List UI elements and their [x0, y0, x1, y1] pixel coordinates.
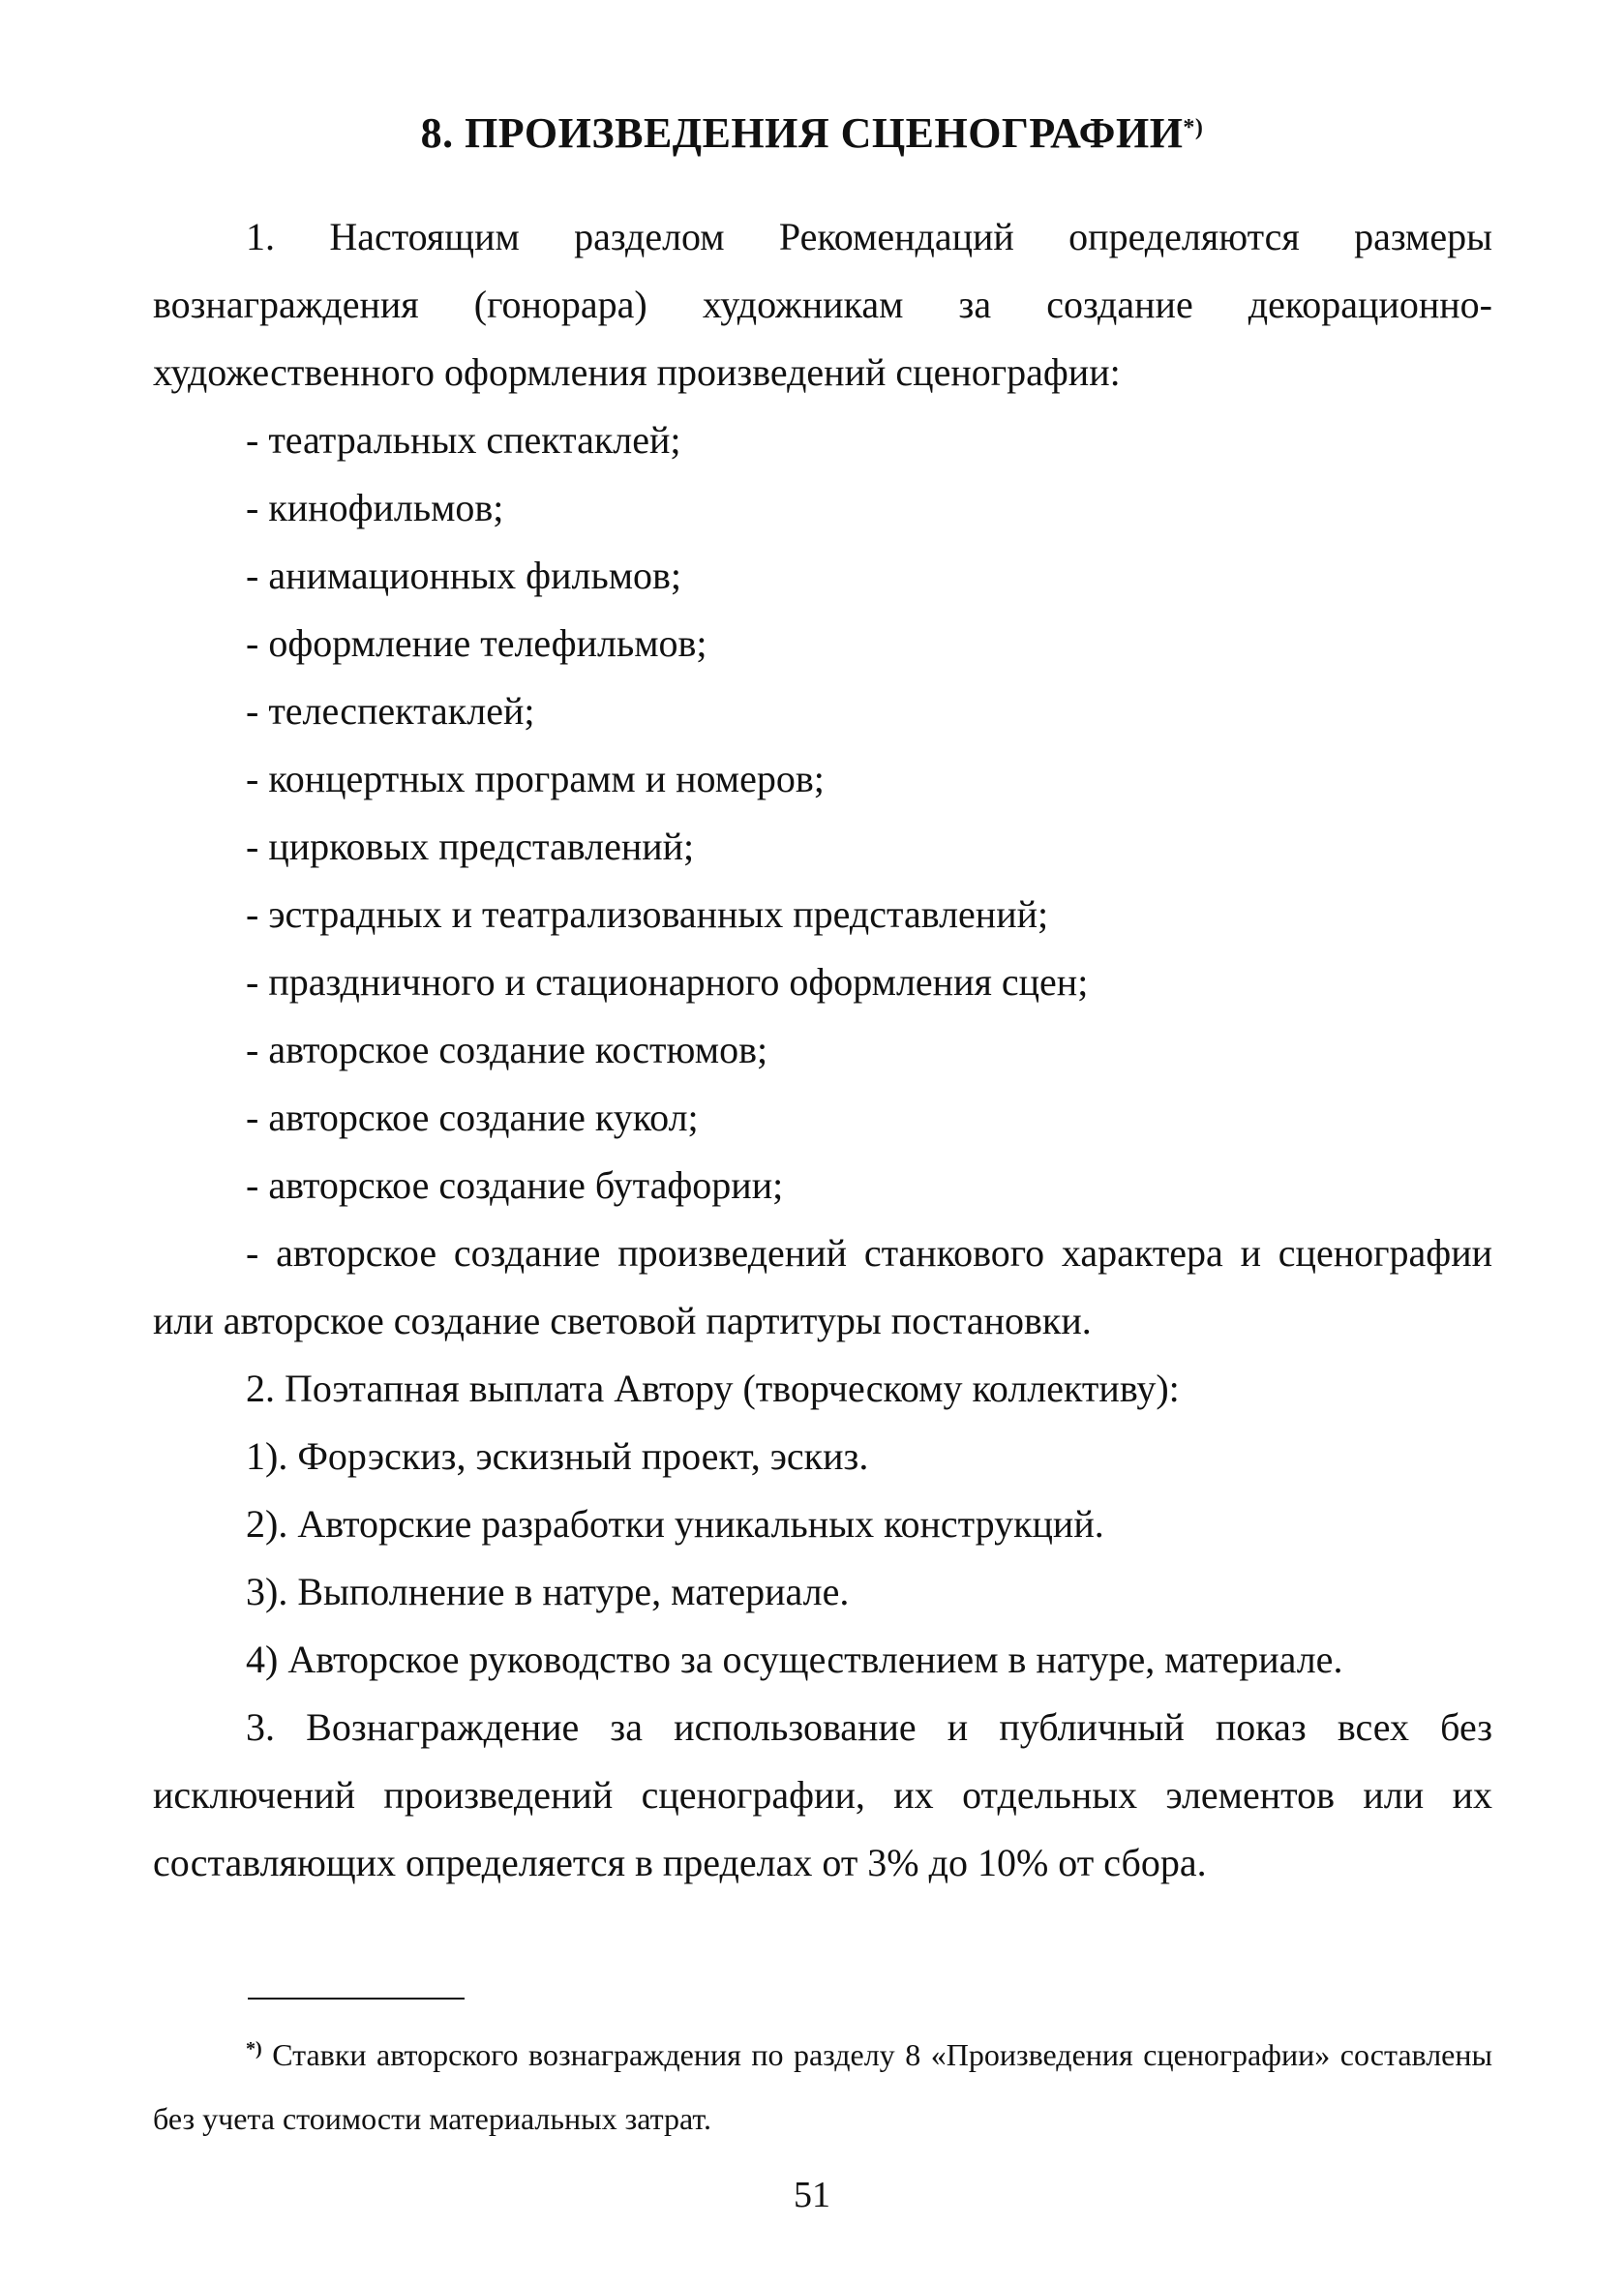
paragraph-3: 3. Вознаграждение за использование и публичный показ всех без исключений произведений сценографии, их отдельных элементов или их составляющих определяется в пределах от 3% до 10% от сбора.: [153, 1705, 1492, 1884]
footnote-divider: [248, 1998, 465, 2000]
list-item: - анимационных фильмов;: [246, 554, 682, 597]
page-number: 51: [794, 2175, 830, 2215]
footnote-mark: *): [246, 2038, 262, 2060]
stage-item: 3). Выполнение в натуре, материале.: [246, 1570, 850, 1613]
list-item: - концертных программ и номеров;: [246, 757, 825, 800]
list-item: - авторское создание кукол;: [246, 1096, 699, 1139]
list-item: - оформление телефильмов;: [246, 621, 707, 665]
list-item: - телеспектаклей;: [246, 689, 535, 733]
stage-item: 1). Форэскиз, эскизный проект, эскиз.: [246, 1434, 869, 1478]
stage-item: 4) Авторское руководство за осуществлением в натуре, материале.: [246, 1638, 1343, 1681]
footnote-text: Ставки авторского вознаграждения по разделу 8 «Произведения сценографии» составлены без учета стоимости материальных затрат.: [153, 2037, 1493, 2136]
title-footnote-mark: *): [1183, 115, 1204, 140]
footnote: [153, 2023, 1492, 2151]
paragraph-1: 1. Настоящим разделом Рекомендаций определяются размеры вознаграждения (гонорара) художникам за создание декорационно-художественного оформления произведений сценографии:: [153, 215, 1492, 394]
stage-item: 2). Авторские разработки уникальных конструкций.: [246, 1502, 1104, 1546]
list-item: - авторское создание произведений станкового характера и сценографии или авторское создание световой партитуры постановки.: [153, 1231, 1492, 1342]
section-title: [0, 106, 1624, 161]
paragraph-2: 2. Поэтапная выплата Автору (творческому коллективу):: [246, 1367, 1180, 1410]
list-item: - эстрадных и театрализованных представлений;: [246, 892, 1049, 936]
list-item: - цирковых представлений;: [246, 825, 695, 868]
list-item: - праздничного и стационарного оформления сцен;: [246, 960, 1089, 1004]
list-item: - авторское создание бутафории;: [246, 1163, 784, 1207]
list-item: - театральных спектаклей;: [246, 418, 681, 462]
section-title-text: 8. ПРОИЗВЕДЕНИЯ СЦЕНОГРАФИИ: [420, 109, 1184, 157]
list-item: - кинофильмов;: [246, 486, 504, 529]
body-text: [153, 203, 1492, 1897]
list-item: - авторское создание костюмов;: [246, 1028, 768, 1071]
